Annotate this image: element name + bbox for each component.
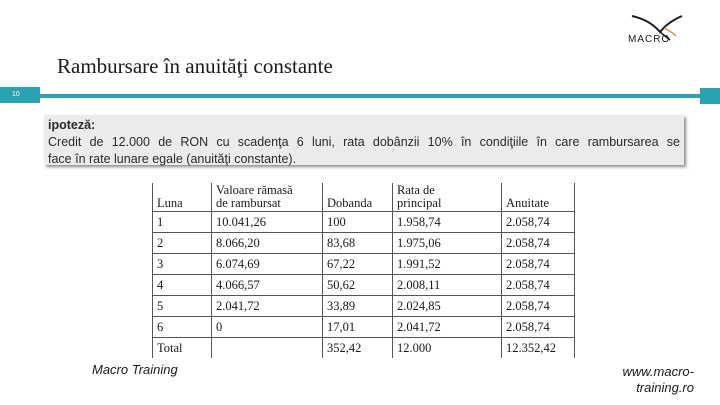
cell-anuitate: 2.058,74 xyxy=(502,275,575,296)
table-row xyxy=(153,233,575,254)
cell-dobanda: 17,01 xyxy=(323,317,393,338)
cell-rata: 1.991,52 xyxy=(393,254,502,275)
footer-website xyxy=(612,364,694,396)
cell-rata: 2.041,72 xyxy=(393,317,502,338)
cell-valoare xyxy=(212,338,323,359)
cell-valoare: 0 xyxy=(212,317,323,338)
cell-rata: 1.975,06 xyxy=(393,233,502,254)
table-row xyxy=(153,254,575,275)
footer-company: Macro Training xyxy=(92,362,178,377)
cell-dobanda: 50,62 xyxy=(323,275,393,296)
cell-dobanda: 67,22 xyxy=(323,254,393,275)
footer-website-line-1: www.macro- xyxy=(622,364,694,379)
cell-dobanda: 33,89 xyxy=(323,296,393,317)
accent-line-end xyxy=(700,88,720,104)
amortization-table xyxy=(152,183,575,358)
cell-anuitate: 2.058,74 xyxy=(502,212,575,233)
cell-dobanda: 100 xyxy=(323,212,393,233)
cell-valoare: 8.066,20 xyxy=(212,233,323,254)
hypothesis-box xyxy=(44,115,684,165)
table-total-row xyxy=(153,338,575,359)
cell-anuitate: 2.058,74 xyxy=(502,233,575,254)
header-luna: Luna xyxy=(153,183,212,212)
cell-luna: 2 xyxy=(153,233,212,254)
hypothesis-header: ipoteză: xyxy=(48,118,96,132)
slide-title: Rambursare în anuităţi constante xyxy=(57,54,333,78)
cell-rata: 1.958,74 xyxy=(393,212,502,233)
table-row xyxy=(153,212,575,233)
slide-number: 10 xyxy=(12,91,20,98)
cell-total-label: Total xyxy=(153,338,212,359)
header-valoare-ramasa: Valoare rămasă de rambursat xyxy=(212,183,323,212)
cell-luna: 3 xyxy=(153,254,212,275)
cell-luna: 4 xyxy=(153,275,212,296)
cell-anuitate: 12.352,42 xyxy=(502,338,575,359)
footer-website-line-2: training.ro xyxy=(636,380,694,395)
hypothesis-line-2: face în rate lunare egale (anuităţi constante). xyxy=(48,152,297,166)
cell-dobanda: 83,68 xyxy=(323,233,393,254)
table-row xyxy=(153,296,575,317)
cell-luna: 6 xyxy=(153,317,212,338)
cell-dobanda: 352,42 xyxy=(323,338,393,359)
cell-valoare: 2.041,72 xyxy=(212,296,323,317)
cell-valoare: 4.066,57 xyxy=(212,275,323,296)
cell-anuitate: 2.058,74 xyxy=(502,296,575,317)
cell-anuitate: 2.058,74 xyxy=(502,317,575,338)
cell-luna: 1 xyxy=(153,212,212,233)
header-anuitate: Anuitate xyxy=(502,183,575,212)
table-row xyxy=(153,317,575,338)
slide-number-bar xyxy=(0,87,40,103)
header-rata-principal: Rata de principal xyxy=(393,183,502,212)
cell-luna: 5 xyxy=(153,296,212,317)
cell-valoare: 10.041,26 xyxy=(212,212,323,233)
cell-valoare: 6.074,69 xyxy=(212,254,323,275)
cell-rata: 2.024,85 xyxy=(393,296,502,317)
cell-rata: 12.000 xyxy=(393,338,502,359)
header-dobanda: Dobanda xyxy=(323,183,393,212)
accent-line xyxy=(40,94,700,98)
cell-rata: 2.008,11 xyxy=(393,275,502,296)
hypothesis-line-1: Credit de 12.000 de RON cu scadenţa 6 luni, rata dobânzii 10% în condiţiile în care rambursarea se xyxy=(48,135,680,149)
table-header-row xyxy=(153,183,575,212)
logo-text: MACRO xyxy=(628,34,671,45)
table-row xyxy=(153,275,575,296)
cell-anuitate: 2.058,74 xyxy=(502,254,575,275)
